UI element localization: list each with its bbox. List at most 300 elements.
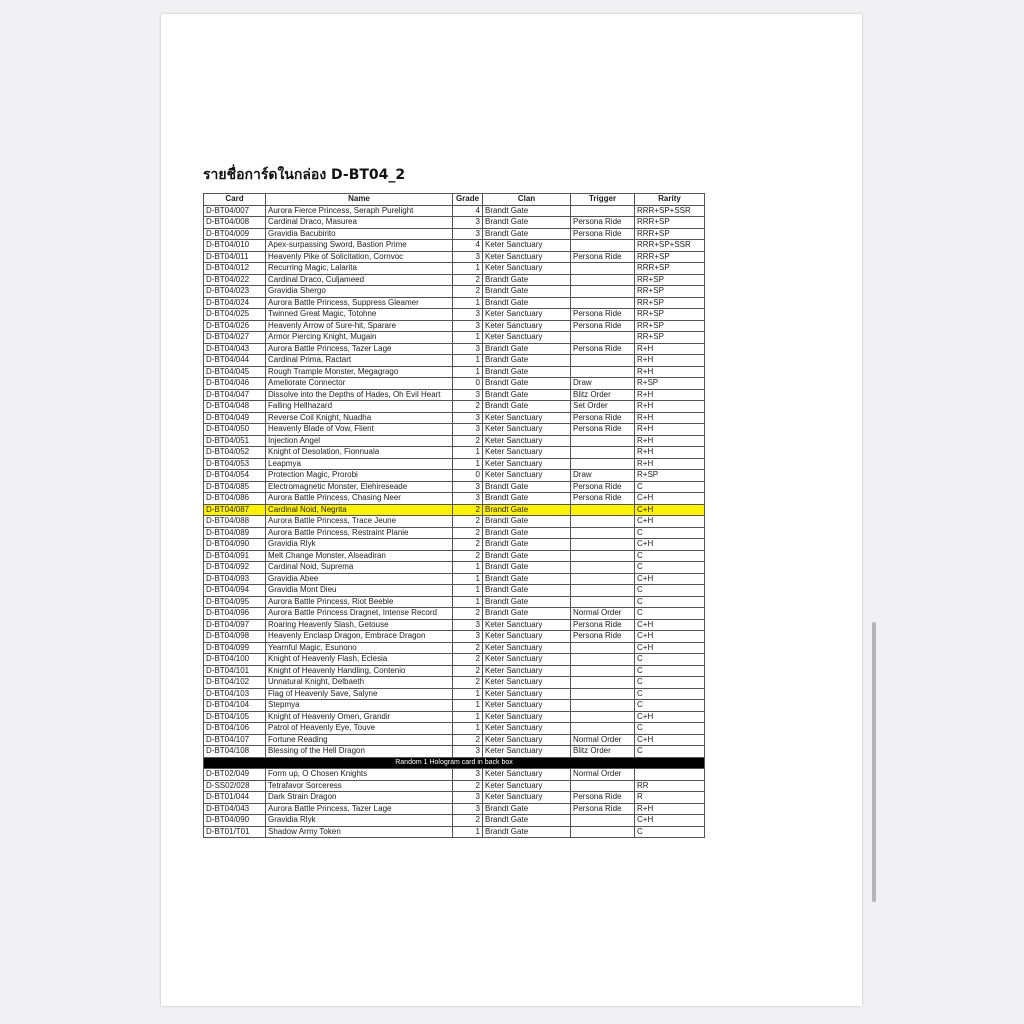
table-row [204,435,705,447]
cell-card: D-BT04/090 [204,539,266,551]
cell-name: Aurora Fierce Princess, Seraph Purelight [266,205,453,217]
cell-name: Heavenly Enclasp Dragon, Embrace Dragon [266,631,453,643]
cell-card: D-BT04/097 [204,619,266,631]
table-row [204,332,705,344]
table-row [204,665,705,677]
hologram-separator-row [204,757,705,769]
cell-trigger [571,642,635,654]
cell-clan: Keter Sanctuary [483,688,571,700]
table-row [204,562,705,574]
cell-clan: Brandt Gate [483,355,571,367]
cell-grade: 1 [453,826,483,838]
cell-trigger [571,205,635,217]
cell-name: Armor Piercing Knight, Mugain [266,332,453,344]
cell-card: D-BT04/108 [204,746,266,758]
cell-name: Aurora Battle Princess, Chasing Neer [266,493,453,505]
cell-grade: 2 [453,401,483,413]
cell-clan: Keter Sanctuary [483,332,571,344]
cell-grade: 3 [453,389,483,401]
cell-card: D-BT04/007 [204,205,266,217]
cell-rarity: R+SP [635,470,705,482]
cell-trigger [571,297,635,309]
cell-grade: 2 [453,815,483,827]
cell-clan: Keter Sanctuary [483,309,571,321]
cell-grade: 3 [453,412,483,424]
cell-clan: Brandt Gate [483,481,571,493]
cell-trigger [571,711,635,723]
cell-grade: 3 [453,320,483,332]
cell-trigger: Persona Ride [571,424,635,436]
cell-clan: Brandt Gate [483,297,571,309]
cell-name: Twinned Great Magic, Totohne [266,309,453,321]
cell-rarity: C [635,746,705,758]
cell-card: D-BT04/009 [204,228,266,240]
cell-card: D-BT02/049 [204,769,266,781]
cell-trigger [571,688,635,700]
cell-card: D-BT04/053 [204,458,266,470]
cell-rarity: RRR+SP+SSR [635,205,705,217]
cell-rarity: C+H [635,539,705,551]
cell-grade: 2 [453,642,483,654]
cell-card: D-BT04/096 [204,608,266,620]
cell-grade: 1 [453,688,483,700]
cell-card: D-BT04/050 [204,424,266,436]
cell-grade: 3 [453,631,483,643]
cell-trigger: Persona Ride [571,309,635,321]
cell-name: Flag of Heavenly Save, Salyne [266,688,453,700]
cell-card: D-BT04/103 [204,688,266,700]
cell-grade: 2 [453,550,483,562]
cell-trigger [571,780,635,792]
cell-rarity: R+H [635,447,705,459]
cell-card: D-BT04/099 [204,642,266,654]
cell-rarity: C [635,527,705,539]
table-row [204,366,705,378]
cell-grade: 1 [453,355,483,367]
cell-rarity: R+H [635,343,705,355]
cell-rarity: C+H [635,619,705,631]
cell-grade: 1 [453,723,483,735]
cell-rarity: C+H [635,642,705,654]
cell-rarity: C [635,654,705,666]
cell-rarity: C+H [635,815,705,827]
cell-grade: 1 [453,458,483,470]
cell-rarity: RRR+SP [635,217,705,229]
cell-clan: Brandt Gate [483,585,571,597]
cell-rarity: C+H [635,711,705,723]
cell-rarity: C [635,562,705,574]
cell-trigger [571,527,635,539]
table-row [204,539,705,551]
cell-rarity: RRR+SP [635,228,705,240]
cell-clan: Keter Sanctuary [483,711,571,723]
table-row [204,746,705,758]
table-row [204,642,705,654]
cell-grade: 1 [453,332,483,344]
cell-rarity: C+H [635,493,705,505]
table-row [204,297,705,309]
cell-rarity: R+H [635,366,705,378]
vertical-scrollbar[interactable] [872,622,876,902]
table-row [204,619,705,631]
cell-rarity: RR+SP [635,274,705,286]
cell-grade: 1 [453,263,483,275]
cell-trigger [571,562,635,574]
cell-clan: Keter Sanctuary [483,263,571,275]
cell-grade: 3 [453,217,483,229]
cell-rarity: C [635,723,705,735]
table-row [204,205,705,217]
cell-clan: Brandt Gate [483,493,571,505]
table-row [204,320,705,332]
cell-card: D-BT04/088 [204,516,266,528]
cell-name: Heavenly Blade of Vow, Flient [266,424,453,436]
cell-trigger: Draw [571,378,635,390]
cell-rarity: RR+SP [635,286,705,298]
cell-clan: Brandt Gate [483,573,571,585]
cell-card: D-BT01/T01 [204,826,266,838]
cell-name: Form up, O Chosen Knights [266,769,453,781]
cell-name: Cardinal Draco, Masurea [266,217,453,229]
table-row [204,723,705,735]
cell-trigger [571,585,635,597]
cell-rarity: C [635,677,705,689]
cell-name: Heavenly Arrow of Sure-hit, Sparare [266,320,453,332]
cell-card: D-BT04/054 [204,470,266,482]
cell-name: Yearnful Magic, Esunono [266,642,453,654]
cell-card: D-BT04/098 [204,631,266,643]
cell-rarity: C [635,826,705,838]
table-row [204,504,705,516]
cell-trigger [571,596,635,608]
cell-clan: Keter Sanctuary [483,642,571,654]
table-row [204,734,705,746]
cell-clan: Keter Sanctuary [483,677,571,689]
cell-card: D-BT04/090 [204,815,266,827]
cell-clan: Keter Sanctuary [483,320,571,332]
cell-grade: 1 [453,711,483,723]
cell-name: Aurora Battle Princess, Restraint Planie [266,527,453,539]
cell-card: D-BT04/022 [204,274,266,286]
card-list-table [203,193,705,838]
cell-rarity: R [635,792,705,804]
cell-name: Gravidia Rlyk [266,539,453,551]
cell-card: D-BT04/023 [204,286,266,298]
table-row [204,769,705,781]
cell-trigger: Persona Ride [571,619,635,631]
cell-rarity: R+H [635,389,705,401]
cell-rarity: RR+SP [635,332,705,344]
cell-trigger [571,263,635,275]
cell-rarity: RR+SP [635,309,705,321]
cell-trigger: Persona Ride [571,343,635,355]
cell-rarity: C [635,550,705,562]
cell-clan: Brandt Gate [483,389,571,401]
cell-grade: 3 [453,493,483,505]
cell-name: Melt Change Monster, Alseadiran [266,550,453,562]
cell-grade: 3 [453,746,483,758]
cell-trigger: Draw [571,470,635,482]
table-row [204,481,705,493]
cell-trigger [571,504,635,516]
cell-clan: Keter Sanctuary [483,435,571,447]
cell-grade: 2 [453,527,483,539]
cell-rarity: RR [635,780,705,792]
cell-trigger [571,240,635,252]
cell-trigger [571,447,635,459]
cell-rarity: R+H [635,401,705,413]
cell-name: Electromagnetic Monster, Elehireseade [266,481,453,493]
cell-grade: 3 [453,309,483,321]
cell-trigger: Persona Ride [571,792,635,804]
table-row [204,424,705,436]
cell-trigger: Blitz Order [571,746,635,758]
table-row [204,458,705,470]
cell-name: Fortune Reading [266,734,453,746]
cell-name: Gravidia Abee [266,573,453,585]
table-row [204,792,705,804]
cell-grade: 2 [453,539,483,551]
cell-grade: 2 [453,435,483,447]
cell-name: Recurring Magic, Lalarita [266,263,453,275]
header-grade: Grade [453,194,483,206]
cell-name: Cardinal Noid, Suprema [266,562,453,574]
cell-rarity: C [635,596,705,608]
cell-grade: 0 [453,378,483,390]
cell-trigger: Persona Ride [571,228,635,240]
cell-rarity: R+H [635,424,705,436]
cell-name: Ameliorate Connector [266,378,453,390]
cell-card: D-BT04/045 [204,366,266,378]
cell-name: Falling Hellhazard [266,401,453,413]
cell-grade: 2 [453,608,483,620]
table-row [204,355,705,367]
cell-grade: 3 [453,228,483,240]
table-row [204,688,705,700]
cell-name: Injection Angel [266,435,453,447]
table-row [204,550,705,562]
cell-trigger [571,826,635,838]
cell-rarity: R+SP [635,378,705,390]
cell-grade: 3 [453,424,483,436]
document-title: รายชื่อการ์ดในกล่อง D-BT04_2 [203,167,406,183]
cell-name: Heavenly Pike of Solicitation, Cornvoc [266,251,453,263]
header-clan: Clan [483,194,571,206]
cell-card: D-BT04/102 [204,677,266,689]
table-row [204,677,705,689]
cell-card: D-BT04/107 [204,734,266,746]
cell-clan: Keter Sanctuary [483,631,571,643]
cell-clan: Brandt Gate [483,378,571,390]
cell-card: D-BT04/093 [204,573,266,585]
cell-card: D-BT04/106 [204,723,266,735]
table-row [204,447,705,459]
cell-clan: Brandt Gate [483,815,571,827]
cell-name: Aurora Battle Princess, Trace Jeune [266,516,453,528]
cell-name: Knight of Heavenly Flash, Eclesia [266,654,453,666]
cell-clan: Keter Sanctuary [483,792,571,804]
cell-clan: Brandt Gate [483,596,571,608]
cell-rarity: C [635,700,705,712]
cell-clan: Brandt Gate [483,562,571,574]
cell-name: Knight of Heavenly Omen, Grandir [266,711,453,723]
cell-name: Shadow Army Token [266,826,453,838]
cell-clan: Brandt Gate [483,550,571,562]
cell-clan: Keter Sanctuary [483,700,571,712]
cell-card: D-BT04/085 [204,481,266,493]
cell-clan: Keter Sanctuary [483,723,571,735]
cell-card: D-SS02/028 [204,780,266,792]
cell-clan: Keter Sanctuary [483,412,571,424]
cell-card: D-BT04/051 [204,435,266,447]
cell-trigger [571,573,635,585]
cell-grade: 3 [453,251,483,263]
cell-trigger [571,550,635,562]
cell-name: Knight of Desolation, Fionnuala [266,447,453,459]
table-row [204,815,705,827]
cell-rarity: RR+SP [635,297,705,309]
cell-clan: Keter Sanctuary [483,424,571,436]
cell-name: Gravidia Shergo [266,286,453,298]
table-row [204,631,705,643]
cell-card: D-BT04/087 [204,504,266,516]
cell-card: D-BT04/052 [204,447,266,459]
header-name: Name [266,194,453,206]
cell-rarity: C+H [635,516,705,528]
table-row [204,412,705,424]
cell-rarity [635,769,705,781]
cell-grade: 2 [453,274,483,286]
table-row [204,573,705,585]
cell-clan: Keter Sanctuary [483,746,571,758]
header-trigger: Trigger [571,194,635,206]
cell-clan: Keter Sanctuary [483,251,571,263]
cell-rarity: C [635,665,705,677]
cell-grade: 4 [453,240,483,252]
cell-trigger: Persona Ride [571,412,635,424]
table-row [204,527,705,539]
cell-name: Patrol of Heavenly Eye, Touve [266,723,453,735]
cell-clan: Brandt Gate [483,286,571,298]
cell-grade: 4 [453,205,483,217]
cell-grade: 2 [453,665,483,677]
cell-rarity: RRR+SP [635,263,705,275]
cell-rarity: RRR+SP+SSR [635,240,705,252]
cell-trigger [571,815,635,827]
cell-trigger [571,274,635,286]
table-row [204,596,705,608]
table-header-row [204,194,705,206]
cell-trigger: Persona Ride [571,493,635,505]
cell-name: Dark Strain Dragon [266,792,453,804]
cell-clan: Keter Sanctuary [483,240,571,252]
cell-card: D-BT04/047 [204,389,266,401]
cell-card: D-BT04/101 [204,665,266,677]
cell-name: Aurora Battle Princess, Suppress Gleamer [266,297,453,309]
cell-rarity: C+H [635,734,705,746]
cell-clan: Brandt Gate [483,527,571,539]
cell-clan: Brandt Gate [483,826,571,838]
cell-name: Aurora Battle Princess Dragnet, Intense Record [266,608,453,620]
cell-clan: Brandt Gate [483,803,571,815]
cell-grade: 2 [453,286,483,298]
cell-trigger: Persona Ride [571,803,635,815]
cell-card: D-BT04/025 [204,309,266,321]
cell-card: D-BT04/049 [204,412,266,424]
cell-grade: 3 [453,792,483,804]
cell-clan: Keter Sanctuary [483,619,571,631]
cell-grade: 1 [453,297,483,309]
cell-card: D-BT04/104 [204,700,266,712]
cell-card: D-BT04/012 [204,263,266,275]
cell-trigger [571,665,635,677]
cell-name: Aurora Battle Princess, Riot Beeble [266,596,453,608]
cell-card: D-BT04/027 [204,332,266,344]
table-row [204,401,705,413]
cell-name: Gravidia Bacubirito [266,228,453,240]
cell-rarity: C [635,608,705,620]
cell-grade: 1 [453,573,483,585]
cell-trigger: Persona Ride [571,481,635,493]
cell-card: D-BT04/095 [204,596,266,608]
cell-card: D-BT04/091 [204,550,266,562]
cell-grade: 1 [453,366,483,378]
cell-rarity: C [635,688,705,700]
cell-rarity: R+H [635,412,705,424]
hologram-separator-label: Random 1 Hologram card in back box [204,757,705,769]
cell-card: D-BT04/089 [204,527,266,539]
cell-card: D-BT04/092 [204,562,266,574]
table-row [204,228,705,240]
table-row [204,286,705,298]
cell-clan: Brandt Gate [483,366,571,378]
cell-grade: 3 [453,481,483,493]
cell-name: Tetrafavor Sorceress [266,780,453,792]
cell-grade: 1 [453,562,483,574]
cell-grade: 2 [453,654,483,666]
cell-name: Stepmya [266,700,453,712]
table-row [204,493,705,505]
cell-grade: 3 [453,769,483,781]
table-row [204,470,705,482]
cell-grade: 0 [453,470,483,482]
table-row [204,389,705,401]
cell-name: Cardinal Draco, Culjameed [266,274,453,286]
cell-grade: 1 [453,700,483,712]
cell-rarity: R+H [635,435,705,447]
cell-clan: Brandt Gate [483,228,571,240]
cell-clan: Brandt Gate [483,504,571,516]
cell-card: D-BT04/094 [204,585,266,597]
cell-clan: Brandt Gate [483,205,571,217]
cell-name: Leapmya [266,458,453,470]
cell-trigger: Persona Ride [571,217,635,229]
cell-card: D-BT04/086 [204,493,266,505]
cell-trigger [571,458,635,470]
cell-rarity: C+H [635,573,705,585]
table-row [204,217,705,229]
cell-trigger: Normal Order [571,734,635,746]
cell-rarity: RR+SP [635,320,705,332]
cell-card: D-BT04/008 [204,217,266,229]
cell-trigger: Persona Ride [571,251,635,263]
table-row [204,826,705,838]
cell-grade: 1 [453,596,483,608]
cell-grade: 2 [453,516,483,528]
cell-name: Protection Magic, Prorobi [266,470,453,482]
cell-clan: Brandt Gate [483,343,571,355]
cell-trigger: Blitz Order [571,389,635,401]
